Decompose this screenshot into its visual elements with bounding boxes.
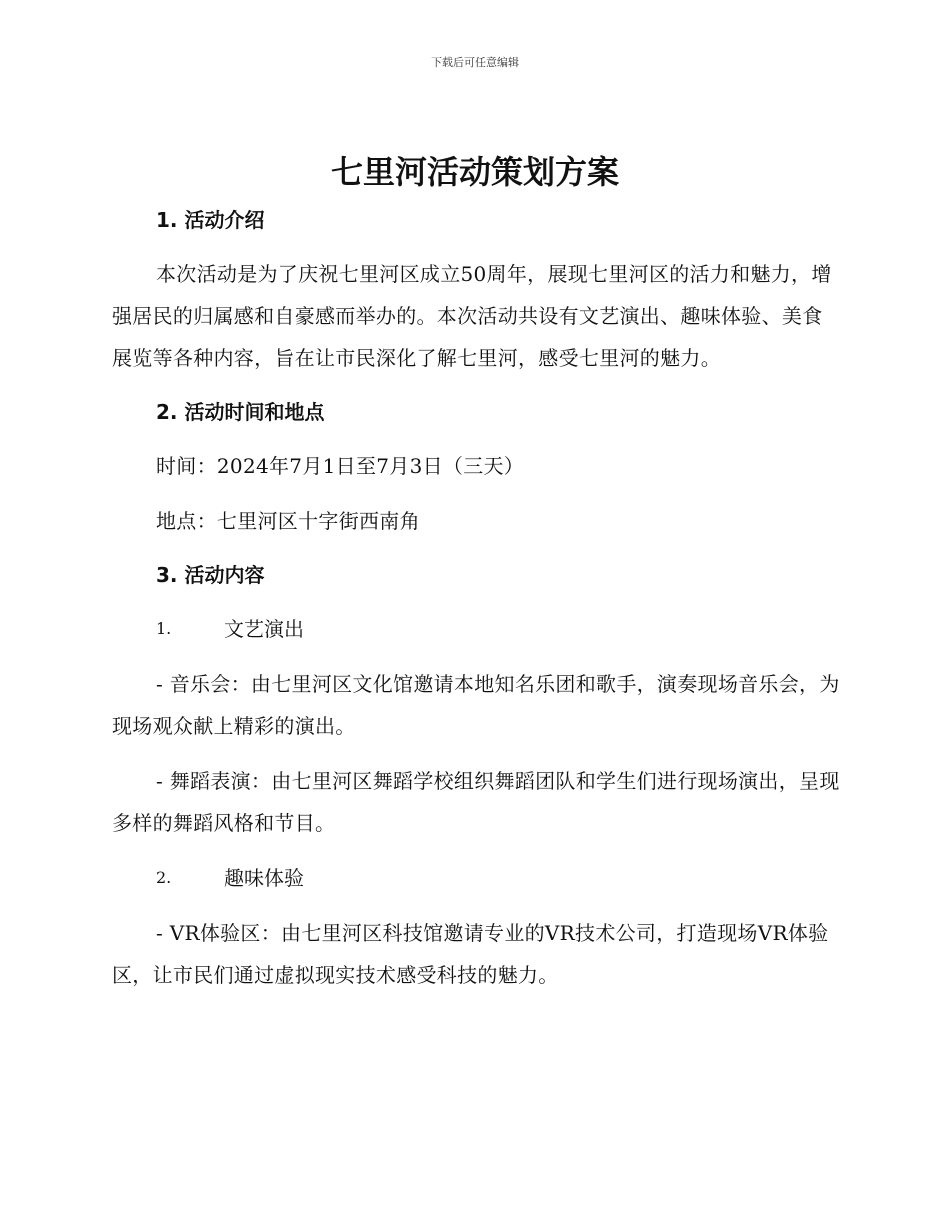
header-note: 下载后可任意编辑	[431, 56, 519, 69]
list-label: 文艺演出	[224, 617, 304, 641]
section-heading-time-place: 2. 活动时间和地点	[156, 400, 325, 424]
place-line: 地点：七里河区十字街西南角	[156, 509, 420, 533]
list-number: 1.	[156, 619, 172, 638]
concert-paragraph: - 音乐会：由七里河区文化馆邀请本地知名乐团和歌手，演奏现场音乐会，为现场观众献上精彩的演出。	[112, 672, 840, 738]
dance-paragraph: - 舞蹈表演：由七里河区舞蹈学校组织舞蹈团队和学生们进行现场演出，呈现多样的舞蹈风格和节目。	[112, 769, 840, 835]
list-item-experience	[112, 857, 840, 899]
list-number: 2.	[156, 868, 172, 887]
document-title: 七里河活动策划方案	[330, 153, 619, 191]
intro-paragraph: 本次活动是为了庆祝七里河区成立50周年，展现七里河区的活力和魅力，增强居民的归属感和自豪感而举办的。本次活动共设有文艺演出、趣味体验、美食展览等各种内容，旨在让市民深化了解七里河，感受七里河的魅力。	[112, 262, 832, 370]
section-heading-intro: 1. 活动介绍	[156, 208, 265, 232]
document-body	[112, 200, 840, 996]
section-heading-content: 3. 活动内容	[156, 563, 265, 587]
time-line: 时间：2024年7月1日至7月3日（三天）	[156, 454, 525, 478]
list-label: 趣味体验	[224, 866, 304, 890]
list-item-performance	[112, 608, 840, 650]
vr-paragraph: - VR体验区：由七里河区科技馆邀请专业的VR技术公司，打造现场VR体验区，让市民们通过虚拟现实技术感受科技的魅力。	[112, 921, 829, 987]
